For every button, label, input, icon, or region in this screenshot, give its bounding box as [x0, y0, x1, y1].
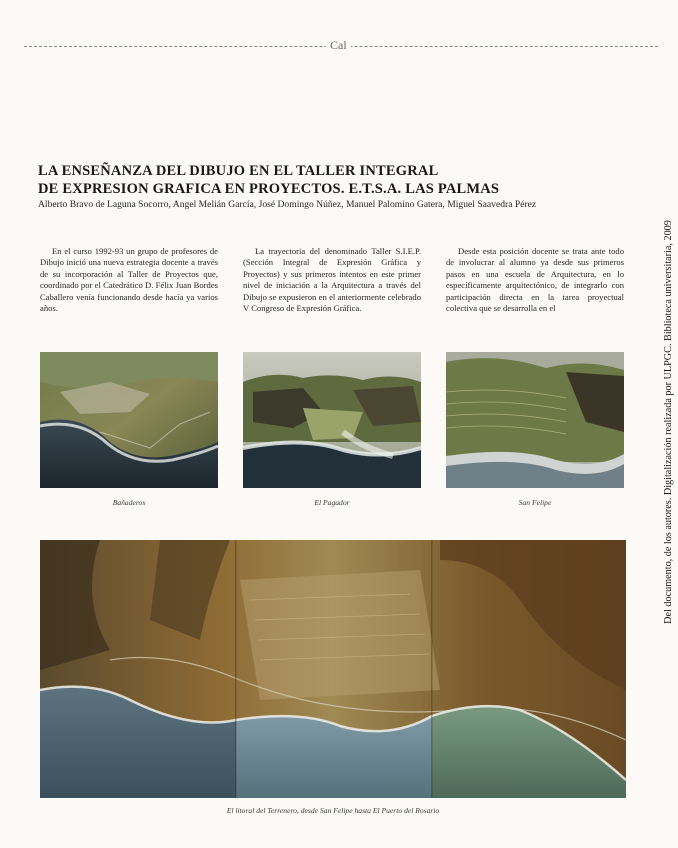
panorama-photo	[40, 540, 626, 798]
aerial-photo-1	[40, 352, 218, 488]
body-column-1: En el curso 1992-93 un grupo de profesores de Dibujo inició una nueva estrategia docente a través de su incorporación al Taller de Proyectos que, coordinado por el Catedrático D. Félix Juan Bordes Caballero venía funcionando desde hacía ya varios años.	[40, 246, 218, 314]
panorama-caption: El litoral del Terrenero, desde San Felipe hasta El Puerto del Rosario	[226, 806, 440, 815]
side-note	[662, 212, 676, 632]
side-note-text: Del documento, de los autores. Digitalización realizada por ULPGC. Biblioteca universitaria, 2009	[663, 220, 674, 624]
article-title	[38, 162, 598, 198]
title-line-2: DE EXPRESION GRAFICA EN PROYECTOS. E.T.S.A. LAS PALMAS	[38, 181, 500, 197]
photo-caption-1: Bañaderos	[112, 498, 146, 507]
authors-line: Alberto Bravo de Laguna Socorro, Angel Melián García, José Domingo Núñez, Manuel Palomino Gatera, Miguel Saavedra Pérez	[38, 199, 537, 210]
photo-caption-3: San Felipe	[518, 498, 552, 507]
aerial-photo-3	[446, 352, 624, 488]
title-line-1: LA ENSEÑANZA DEL DIBUJO EN EL TALLER INTEGRAL	[38, 163, 439, 179]
body-column-2: La trayectoria del denominado Taller S.I.E.P. (Sección Integral de Expresión Gráfica y Proyectos) y sus primeros intentos en este primer nivel de iniciación a la Arquitectura a través del Dibujo se expusieron en el anteriormente celebrado V Congreso de Expresión Gráfica.	[243, 246, 421, 314]
header-mark: Cal	[326, 38, 351, 52]
aerial-photo-2	[243, 352, 421, 488]
body-column-3: Desde esta posición docente se trata ante todo de involucrar al alumno ya desde sus primeros pasos en una escuela de Arquitectura, en lo específicamente arquitectónico, de integrarlo con participación directa en la tarea proyectual colectiva que se desarrolla en el	[446, 246, 624, 314]
photo-caption-2: El Pagador	[314, 498, 350, 507]
